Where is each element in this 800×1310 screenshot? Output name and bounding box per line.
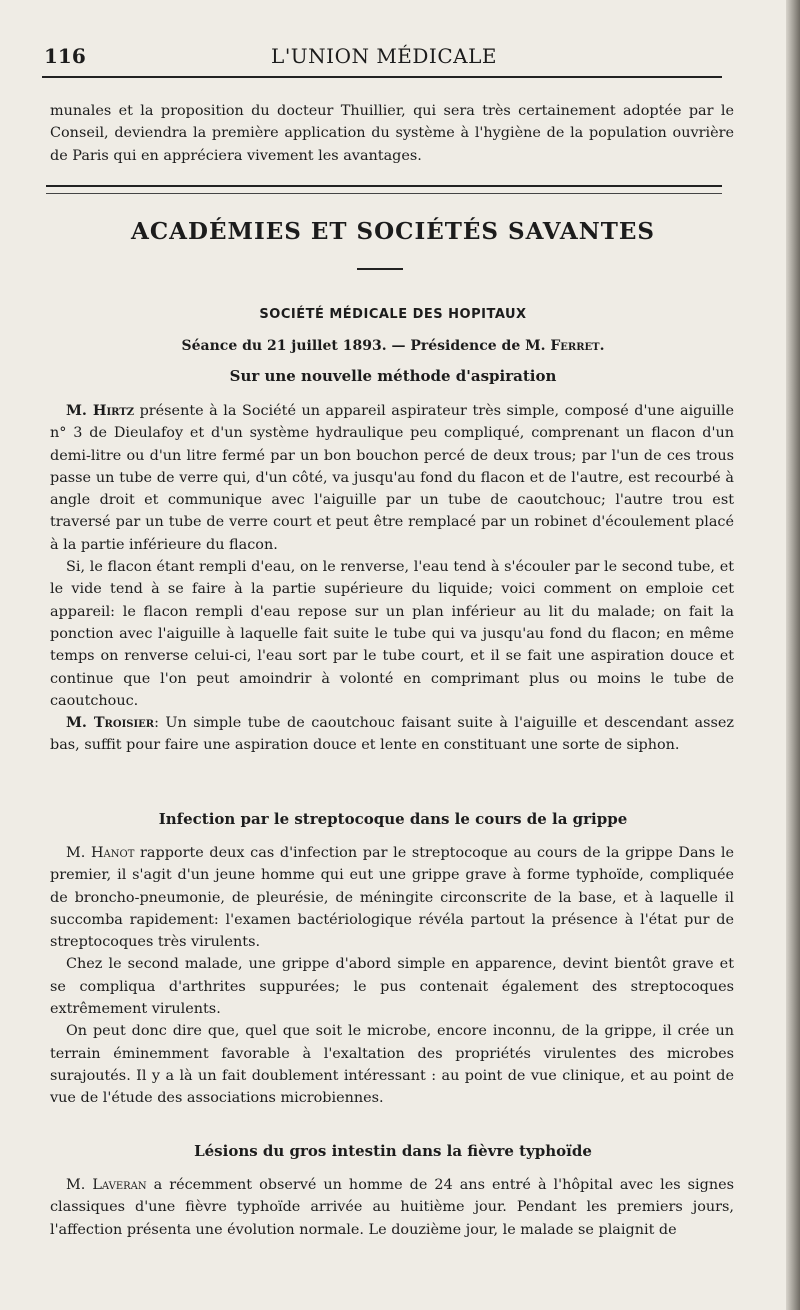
header-rule: [42, 76, 722, 78]
speaker-name: M. Hirtz: [66, 402, 135, 419]
article-streptococcus-title: Infection par le streptocoque dans le cours de la grippe: [158, 810, 628, 828]
speaker-name: M. Troisier: [66, 714, 155, 732]
section-separator-thin: [46, 193, 722, 194]
section-title: ACADÉMIES ET SOCIÉTÉS SAVANTES: [131, 218, 655, 245]
paragraph-text: : Un simple tube de caoutchouc faisant suite à l'aiguille et descendant assez bas, suffit pour faire une aspiration douce et lente en constituant une sorte de siphon.: [50, 715, 734, 754]
session-president: Ferret.: [550, 338, 605, 354]
society-name: SOCIÉTÉ MÉDICALE DES HOPITAUX: [259, 307, 527, 322]
paragraph: [50, 842, 734, 953]
paragraph-text: rapporte deux cas d'infection par le streptocoque au cours de la grippe Dans le premier, il s'agit d'un jeune homme qui eut une grippe grave à forme typhoïde, compliquée de broncho-pneumonie, de pleurésie, de méningite circonscrite de la base, et à laquelle il succomba rapidement: l'examen bactériologique révéla partout la présence à l'état pur de streptocoques très virulents.: [50, 845, 734, 951]
article-aspiration-title: Sur une nouvelle méthode d'aspiration: [229, 367, 557, 385]
speaker-name: M. Hanot: [66, 845, 135, 861]
page-header: [44, 40, 724, 74]
paragraph: [50, 1174, 734, 1241]
paragraph: Chez le second malade, une grippe d'abord simple en apparence, devint bientôt grave et se compliqua d'arthrites suppurées; le pus contenait également des streptocoques extrêmement virulents.: [50, 956, 734, 1018]
page-number: 116: [44, 44, 86, 68]
paragraph-text: présente à la Société un appareil aspirateur très simple, composé d'une aiguille n° 3 de Dieulafoy et d'un système hydraulique peu compliqué, comprenant un flacon d'un demi-litre ou d'un litre fermé par un bon bouchon percé de deux trous; par l'un de ces trous passe un tube de verre qui, d'un côté, va jusqu'au fond du flacon et de l'autre, est recourbé à angle droit et communique avec l'aiguille par un tube de caoutchouc; l'autre trou est traversé par un tube de verre court et peut être remplacé par un robinet d'écoulement placé à la partie inférieure du flacon.: [50, 403, 734, 553]
running-title: L'UNION MÉDICALE: [271, 44, 497, 68]
session-text: Séance du 21 juillet 1893. — Présidence de M.: [181, 338, 551, 354]
paragraph: Si, le flacon étant rempli d'eau, on le renverse, l'eau tend à s'écouler par le second tube, et le vide tend à se faire à la partie supérieure du liquide; voici comment on emploie cet appareil: le flacon rempli d'eau repose sur un plan inférieur au lit du malade; on fait la ponction avec l'aiguille à laquelle fait suite le tube qui va jusqu'au fond du flacon; en même temps on renverse celui-ci, l'eau sort par le tube court, et il se fait une aspiration douce et continue que l'on peut amoindrir à volonté en comprimant plus ou moins le tube de caoutchouc.: [50, 559, 734, 709]
intro-text: munales et la proposition du docteur Thuillier, qui sera très certainement adoptée par le Conseil, deviendra la première application du système à l'hygiène de la population ouvrière de Paris qui en appréciera vivement les avantages.: [50, 103, 734, 164]
paragraph-text: a récemment observé un homme de 24 ans entré à l'hôpital avec les signes classiques d'une fièvre typhoïde arrivée au huitième jour. Pendant les premiers jours, l'affection présenta une évolution normale. Le douzième jour, le malade se plaignit de: [50, 1177, 734, 1238]
speaker-name: M. Laveran: [66, 1177, 147, 1193]
section-separator-thick: [46, 185, 722, 187]
article-intestine-body: [50, 1174, 734, 1241]
article-intestine-title: Lésions du gros intestin dans la fièvre typhoïde: [194, 1142, 592, 1160]
page-edge-shadow: [786, 0, 800, 1310]
session-line: [0, 338, 786, 354]
paragraph: [50, 712, 734, 757]
paragraph: [50, 400, 734, 556]
intro-paragraph: [50, 100, 734, 167]
paragraph: On peut donc dire que, quel que soit le microbe, encore inconnu, de la grippe, il crée un terrain éminemment favorable à l'exaltation des propriétés virulentes des microbes surajoutés. Il y a là un fait doublement intéressant : au point de vue clinique, et au point de vue de l'étude des associations microbiennes.: [50, 1023, 734, 1107]
title-underline: [357, 268, 403, 270]
article-streptococcus-body: [50, 842, 734, 1110]
article-aspiration-body: [50, 400, 734, 757]
